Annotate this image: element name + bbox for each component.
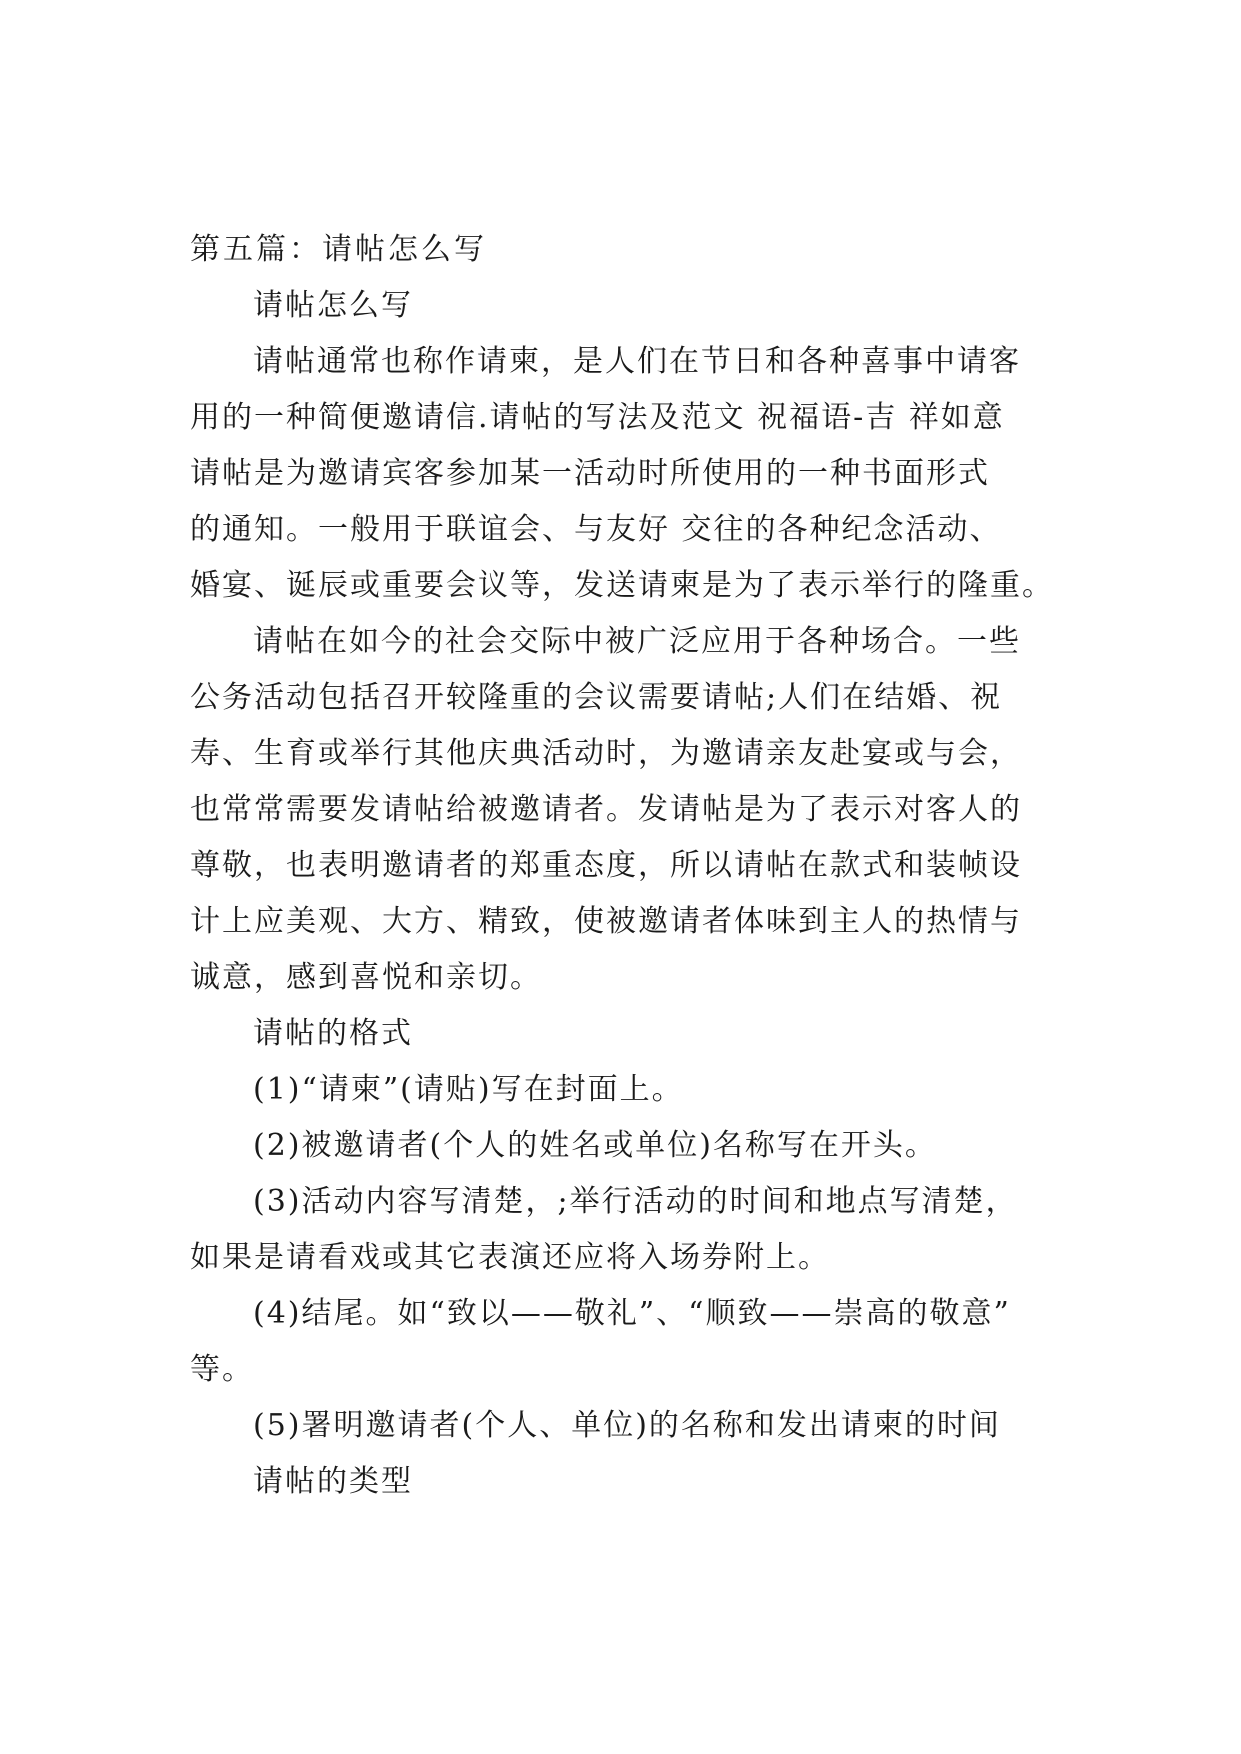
format-item: (4)结尾。如“致以——敬礼”、“顺致——崇高的敬意” — [253, 1296, 1011, 1331]
format-heading: 请帖的格式 — [253, 1016, 413, 1051]
paragraph-usage — [190, 614, 1060, 1006]
paragraph-line: 尊敬，也表明邀请者的郑重态度，所以请帖在款式和装帧设 — [190, 848, 1022, 883]
paragraph-line: 也常常需要发请帖给被邀请者。发请帖是为了表示对客人的 — [190, 792, 1022, 827]
types-heading: 请帖的类型 — [253, 1464, 413, 1499]
format-item: (3)活动内容写清楚，;举行活动的时间和地点写清楚， — [253, 1184, 1018, 1219]
format-list — [190, 1062, 1060, 1454]
document-subtitle: 请帖怎么写 — [253, 288, 413, 323]
format-item-continuation: 等。 — [190, 1352, 254, 1387]
paragraph-intro — [190, 334, 1060, 614]
format-item: (5)署明邀请者(个人、单位)的名称和发出请柬的时间 — [253, 1408, 1001, 1443]
paragraph-line: 计上应美观、大方、精致，使被邀请者体味到主人的热情与 — [190, 904, 1022, 939]
format-item: (1)“请柬”(请贴)写在封面上。 — [253, 1072, 684, 1107]
document-body — [190, 222, 1060, 1510]
paragraph-line: 请帖通常也称作请柬，是人们在节日和各种喜事中请客 — [253, 344, 1021, 379]
paragraph-line: 请帖是为邀请宾客参加某一活动时所使用的一种书面形式 — [190, 456, 990, 491]
paragraph-line: 婚宴、诞辰或重要会议等，发送请柬是为了表示举行的隆重。 — [190, 568, 1054, 603]
format-item-continuation: 如果是请看戏或其它表演还应将入场券附上。 — [190, 1240, 830, 1275]
format-item: (2)被邀请者(个人的姓名或单位)名称写在开头。 — [253, 1128, 937, 1163]
paragraph-line: 寿、生育或举行其他庆典活动时，为邀请亲友赴宴或与会， — [190, 736, 1022, 771]
paragraph-line: 诚意，感到喜悦和亲切。 — [190, 960, 542, 995]
paragraph-line: 公务活动包括召开较隆重的会议需要请帖;人们在结婚、祝 — [190, 680, 1003, 715]
paragraph-line: 请帖在如今的社会交际中被广泛应用于各种场合。一些 — [253, 624, 1021, 659]
document-heading: 第五篇：请帖怎么写 — [190, 232, 487, 267]
paragraph-line: 的通知。一般用于联谊会、与友好 交往的各种纪念活动、 — [190, 512, 1002, 547]
paragraph-line: 用的一种简便邀请信.请帖的写法及范文 祝福语-吉 祥如意 — [190, 400, 1005, 435]
